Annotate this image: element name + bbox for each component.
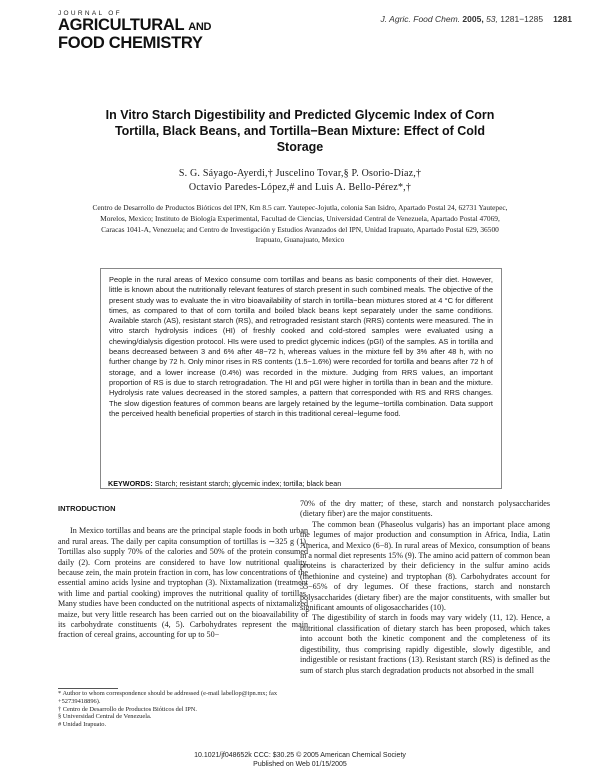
journal-name-line2: FOOD CHEMISTRY	[58, 34, 203, 52]
intro-paragraph-continued: 70% of the dry matter; of these, starch and nonstarch polysaccharides (dietary fiber) are the major constituents.	[300, 499, 550, 519]
left-column	[58, 499, 308, 641]
keywords: KEYWORDS: Starch; resistant starch; glycemic index; tortilla; black bean	[108, 479, 342, 488]
article-title: In Vitro Starch Digestibility and Predicted Glycemic Index of Corn Tortilla, Black Beans, and Tortilla−Bean Mixture: Effect of Cold Storage	[105, 108, 495, 154]
journal-logo	[58, 10, 218, 51]
right-column	[300, 499, 550, 676]
footnote-divider	[58, 688, 118, 689]
page-number: 1281	[553, 14, 572, 24]
intro-paragraph-2: The common bean (Phaseolus vulgaris) has an important place among the legumes of major production and consumption in Africa, India, Latin America, and Mexico (6−8). In rural areas of Mexico, consumption of beans in a normal diet represents 15% (9). The amino acid pattern of common bean proteins is characterized by their deficiency in the sulfur amino acids (methionine and cysteine) and tryptophan (8). Carbohydrates account for 55−65% of dry legumes. Of these fractions, starch and nonstarch polysaccharides (dietary fiber) are the major constituents, with smaller but significant amounts of oligosaccharides (10).	[300, 519, 550, 613]
doi-footer	[120, 752, 480, 769]
affiliations: Centro de Desarrollo de Productos Bióticos del IPN, Km 8.5 carr. Yautepec-Jojutla, colonia San Isidro, Apartado Postal 24, 62731 Yautepec, Morelos, Mexico; Instituto de Biología Experimental, Facultad de Ciencias, Universidad Central de Venezuela, Apartado Postal 47069, Caracas 1041-A, Venezuela; and Centro de Investigación y Estudios Avanzados del IPN, Unidad Irapuato, Apartado Postal 629, 36500 Irapuato, Guanajuato, Mexico	[92, 203, 508, 245]
publication-date: Published on Web 01/15/2005	[253, 760, 347, 768]
intro-paragraph-3: The digestibility of starch in foods may vary widely (11, 12). Hence, a nutritional classification of dietary starch has been proposed, which takes into account both the kinetic component and the completeness of its digestibility, thus comprising rapidly digestible, slowly digestible, and indigestible or resistant fractions (13). Resistant starch (RS) is defined as the sum of starch plus starch degradation products not absorbed in the small	[300, 613, 550, 675]
footnote-correspondence: * Author to whom correspondence should be addressed (e-mail labellop@ipn.mx; fax +52739418896).	[58, 690, 278, 705]
authors-line2: Octavio Paredes-López,# and Luis A. Bello-Pérez*,†	[188, 182, 412, 193]
author-list	[90, 167, 510, 195]
journal-name-line1: AGRICULTURAL AND	[58, 16, 212, 34]
abstract-box	[100, 268, 502, 489]
abstract-text: People in the rural areas of Mexico consume corn tortillas and beans as basic components of their diet. However, little is known about the nutritionally relevant features of starch present in such combined meals. The objective of the present study was to evaluate the in vitro bioavailability of starch in tortilla−bean mixtures stored at 4 °C for different times, as compared to that of corn tortilla and boiled black beans kept separately under the same conditions. Available starch (AS), resistant starch (RS), and retrograded resistant starch (RRS) contents were measured. The in vitro starch hydrolysis indices (HI) of freshly cooked and cold-stored samples were evaluated using a chewing/dialysis digestion protocol. HIs were used to predict glycemic indices (pGI) of the samples. AS in tortilla and beans decreased between 3 and 6% after 48−72 h, whereas values in the mixture fell by 3% after 48 h, with no further change by 72 h. Only minor rises in RS contents (1.5−1.6%) were recorded for tortilla and beans after 72 h of storage, and a lower increase (0.4%) was recorded in the mixture. Judging from RRS values, an important proportion of RS is due to starch retrogradation. The HI and pGI were higher in tortilla than in bean and the mixture. Hydrolysis rate values decreased in the stored samples, a pattern that corresponded with RS and RRS changes. The slow digestion features of common beans are largely retained by the legume−tortilla combination. Data support the perceived health beneficial properties of starch in this traditional cereal−legume food.	[109, 275, 493, 418]
footnotes	[58, 690, 298, 729]
intro-paragraph-1: In Mexico tortillas and beans are the principal staple foods in both urban and rural areas. The daily per capita consumption of tortillas is ∼325 g (1). Tortillas also supply 70% of the calories and 50% of the protein consumed daily (2). Corn proteins are considered to have low nutritional quality, because zein, the main protein fraction in corn, has low concentrations of the essential amino acids lysine and tryptophan (3). Nixtamalization (treatment with lime and partial cooking) improves the nutritional quality of tortillas. Many studies have been conducted on the nutritional aspects of nixtamalized maize, but very little research has been carried out on the bioavailability of its carbohydrate constituents (4, 5). Carbohydrates represent the main fraction of cereal grains, accounting for up to 50−	[58, 526, 308, 640]
section-heading-introduction: INTRODUCTION	[58, 504, 116, 513]
footnote-affil-2: § Universidad Central de Venezuela.	[58, 713, 152, 721]
footnote-affil-1: † Centro de Desarrollo de Productos Bióticos del IPN.	[58, 705, 197, 713]
citation-header: J. Agric. Food Chem. 2005, 53, 1281−1285 1281	[380, 14, 572, 24]
keywords-text: Starch; resistant starch; glycemic index; tortilla; black bean	[154, 479, 342, 488]
journal-kicker: JOURNAL OF	[58, 10, 122, 17]
authors-line1: S. G. Sáyago-Ayerdi,† Juscelino Tovar,§ P. Osorio-Díaz,†	[178, 168, 422, 179]
doi-line: 10.1021/jf048652k CCC: $30.25 © 2005 American Chemical Society	[194, 752, 406, 759]
footnote-affil-3: # Unidad Irapuato.	[58, 721, 107, 729]
